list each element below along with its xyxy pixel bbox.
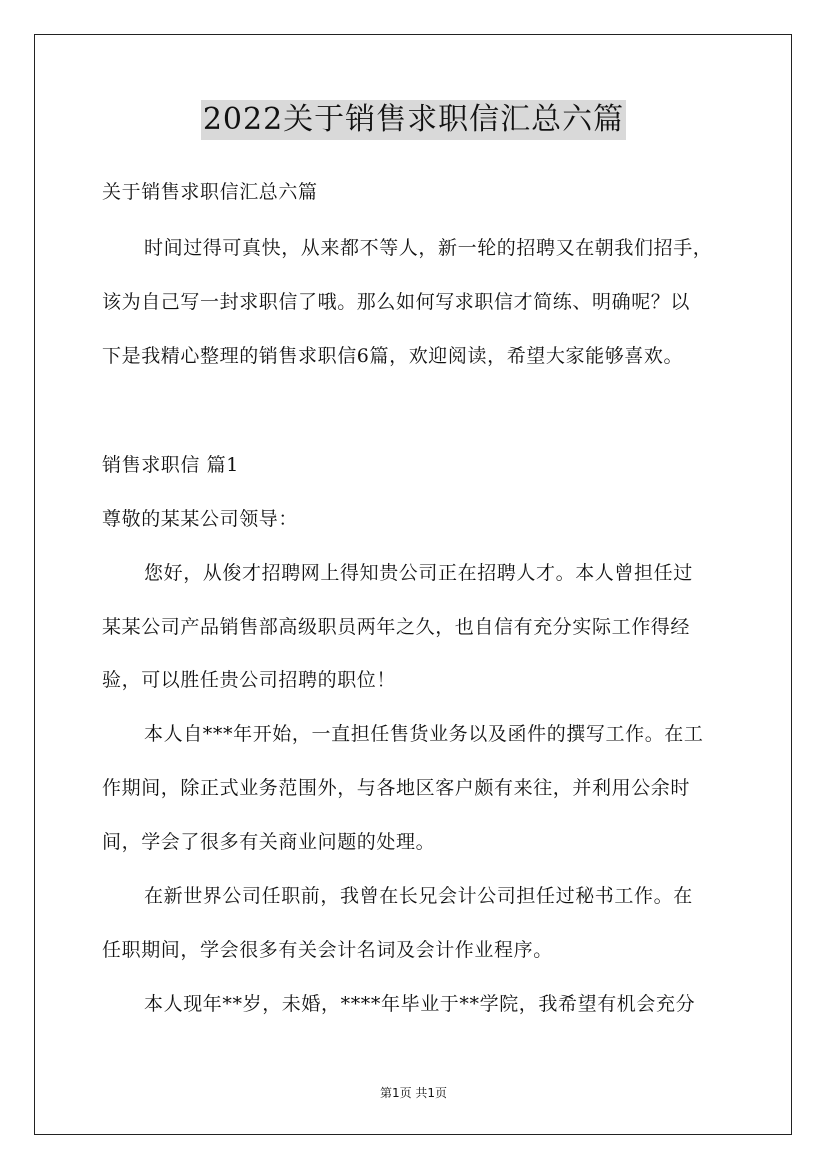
page-number-footer: 第1页 共1页 — [379, 1086, 448, 1100]
intro-line-3: 下是我精心整理的销售求职信6篇，欢迎阅读，希望大家能够喜欢。 — [102, 345, 684, 367]
document-title: 2022关于销售求职信汇总六篇 — [201, 100, 626, 140]
paragraph-line: 验，可以胜任贵公司招聘的职位！ — [102, 669, 397, 691]
paragraph-line: 本人自***年开始，一直担任售货业务以及函件的撰写工作。在工 — [144, 723, 704, 745]
document-subtitle: 关于销售求职信汇总六篇 — [102, 181, 318, 203]
section-heading: 销售求职信 篇1 — [102, 454, 239, 476]
title-container — [0, 100, 827, 140]
paragraph-line: 在新世界公司任职前，我曾在长兄会计公司担任过秘书工作。在 — [144, 885, 693, 907]
paragraph-line: 某某公司产品销售部高级职员两年之久，也自信有充分实际工作得经 — [102, 616, 691, 638]
intro-line-1: 时间过得可真快，从来都不等人，新一轮的招聘又在朝我们招手， — [144, 237, 713, 259]
paragraph-line: 任职期间，学会很多有关会计名词及会计作业程序。 — [102, 939, 553, 961]
paragraph-line: 作期间，除正式业务范围外，与各地区客户颇有来往，并利用公余时 — [102, 777, 691, 799]
paragraph-line: 间，学会了很多有关商业问题的处理。 — [102, 831, 436, 853]
paragraph-line: 本人现年**岁，未婚，****年毕业于**学院，我希望有机会充分 — [144, 993, 696, 1015]
intro-line-2: 该为自己写一封求职信了哦。那么如何写求职信才简练、明确呢？以 — [102, 291, 691, 313]
salutation: 尊敬的某某公司领导： — [102, 508, 299, 530]
paragraph-line: 您好，从俊才招聘网上得知贵公司正在招聘人才。本人曾担任过 — [144, 562, 693, 584]
